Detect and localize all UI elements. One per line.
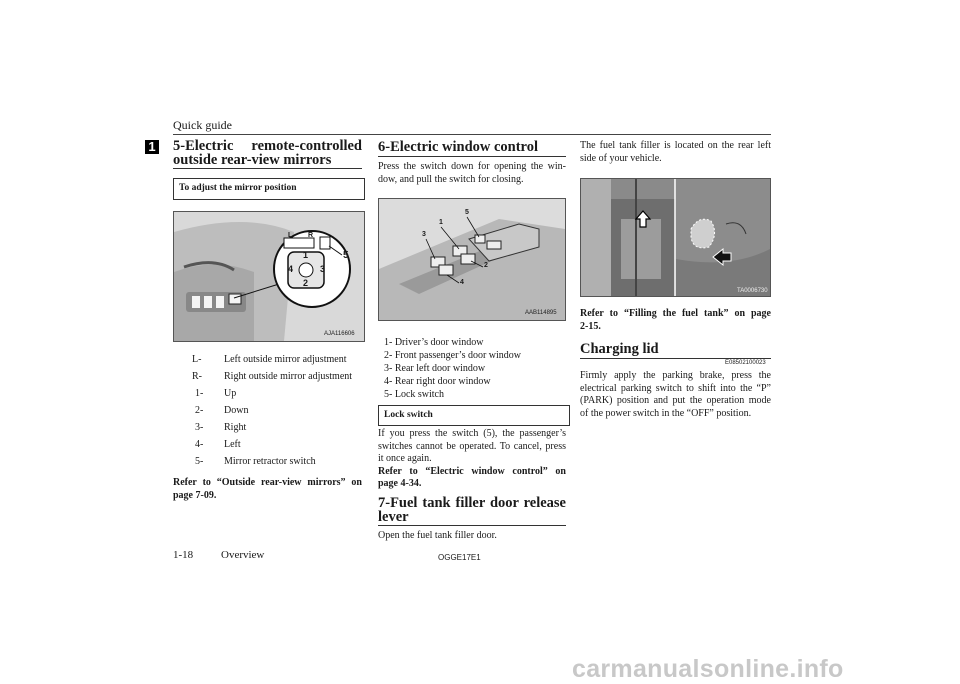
legend-text: Down [224, 405, 249, 416]
fuel-filler-illustration [581, 179, 770, 296]
fuel-filler-intro [580, 140, 771, 165]
fuel-reference [580, 308, 771, 333]
lock-line1: If you press the switch (5), the passenger’s [378, 428, 566, 439]
running-header: Quick guide [173, 118, 232, 132]
window-ref-line2: page 4-34. [378, 478, 422, 489]
callout-retract: 5 [343, 250, 349, 261]
fuel-intro-line2: side of your vehicle. [580, 152, 662, 164]
charging-lid-title: Charging lid [580, 342, 771, 359]
legend-key: 4- [195, 439, 204, 450]
window-legend-item: 3- Rear left door window [384, 363, 486, 374]
window-intro-line1: Press the switch down for opening the win- [378, 161, 566, 172]
legend-key: 5- [195, 456, 204, 467]
mirror-ref-line2: page 7-09. [173, 489, 217, 501]
window-switch-illustration [379, 199, 565, 320]
mirror-subheading: To adjust the mirror position [173, 178, 365, 200]
legend-text: Left outside mirror adjustment [224, 354, 347, 365]
fuel-lever-title-line1: 7-Fuel tank filler door release [378, 495, 566, 511]
callout-left: 4 [288, 264, 294, 274]
window-section-title: 6-Electric window control [378, 140, 566, 157]
legend-key: 2- [195, 405, 204, 416]
fuel-lever-title-line2: lever [378, 509, 409, 525]
callout-2: 2 [484, 262, 488, 269]
callout-up: 1 [303, 250, 309, 260]
watermark: carmanualsonline.info [572, 655, 844, 683]
callout-3: 3 [422, 231, 426, 238]
fuel-filler-figure [580, 178, 771, 297]
legend-key: R- [192, 371, 202, 382]
fuel-lever-text: Open the fuel tank filler door. [378, 530, 497, 541]
legend-text: Up [224, 388, 237, 399]
legend-text: Right outside mirror adjustment [224, 371, 353, 382]
window-legend-item: 1- Driver’s door window [384, 337, 484, 348]
window-legend-item: 5- Lock switch [384, 389, 444, 400]
mirror-reference [173, 477, 362, 502]
footer-chapter: Overview [221, 549, 265, 561]
callout-down: 2 [303, 278, 309, 288]
callout-1: 1 [439, 219, 443, 226]
header-rule [173, 134, 771, 135]
callout-5: 5 [465, 209, 469, 216]
fuel-lever-title [378, 496, 566, 526]
mirror-switch-illustration [174, 212, 364, 341]
mirror-switch-figure [173, 211, 365, 342]
fuel-ref-line2: 2-15. [580, 320, 601, 332]
charging-line3: (PARK) position and put the operation mode [580, 395, 771, 406]
legend-key: 3- [195, 422, 204, 433]
charging-line1: Firmly apply the parking brake, press the [580, 370, 771, 381]
window-intro [378, 161, 566, 186]
mirror-ref-line1: Refer to “Outside rear-view mirrors” on [173, 477, 362, 488]
window-legend-item: 2- Front passenger’s door window [384, 350, 522, 361]
window-figure-code: AAB114895 [525, 310, 557, 316]
legend-key: L- [192, 354, 202, 365]
lock-switch-subheading: Lock switch [378, 405, 570, 426]
fuel-intro-line1: The fuel tank filler is located on the rear left [580, 140, 771, 151]
legend-text: Left [224, 439, 241, 450]
window-legend-item: 4- Rear right door window [384, 376, 491, 387]
window-intro-line2: dow, and pull the switch for closing. [378, 173, 524, 185]
doc-code: OGGE17E1 [438, 553, 481, 562]
charging-line4: of the power switch in the “OFF” position. [580, 407, 752, 419]
legend-key: 1- [195, 388, 204, 399]
callout-r: R [308, 232, 314, 239]
fuel-ref-line1: Refer to “Filling the fuel tank” on page [580, 308, 771, 319]
window-ref-line1: Refer to “Electric window control” on [378, 465, 566, 477]
mirror-figure-code: AJA116606 [324, 331, 355, 337]
callout-4: 4 [460, 279, 464, 286]
mirror-section-title [173, 139, 362, 169]
callout-l: L [288, 232, 293, 239]
lock-line3: it once again. [378, 453, 432, 464]
legend-text: Right [224, 422, 247, 433]
callout-right: 3 [320, 264, 326, 274]
page-number: 1-18 [173, 549, 194, 561]
charging-line2: electrical parking switch to shift into the “P” [580, 382, 771, 394]
charging-lid-text [580, 370, 771, 420]
legend-text: Mirror retractor switch [224, 456, 316, 467]
mirror-title-word2: remote-controlled [251, 138, 362, 154]
fuel-figure-code: TA0006730 [737, 288, 768, 294]
chapter-tab: 1 [145, 140, 159, 154]
lock-line2: switches cannot be operated. To cancel, press [378, 440, 566, 452]
mirror-title-line2: outside rear-view mirrors [173, 153, 362, 169]
lock-switch-text [378, 428, 566, 491]
window-switch-figure [378, 198, 566, 321]
mirror-title-word1: 5-Electric [173, 138, 234, 154]
charging-lid-code: E08502100023 [725, 360, 766, 366]
